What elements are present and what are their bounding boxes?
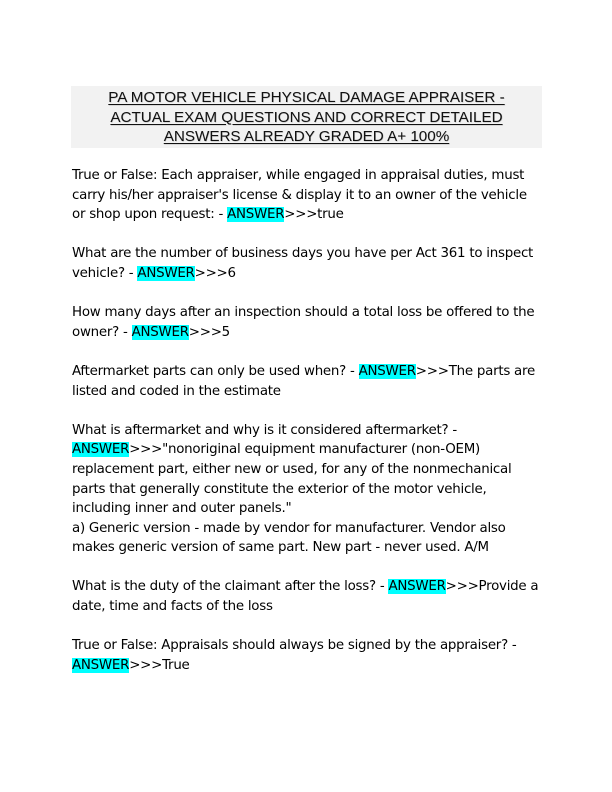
question-text: vehicle? -: [72, 265, 138, 281]
qa-item: [72, 636, 547, 675]
qa-item: [72, 303, 547, 342]
document-title: [71, 86, 542, 148]
answer-label: ANSWER: [227, 207, 285, 223]
question-text: What is aftermarket and why is it considered aftermarket? -: [72, 422, 457, 438]
question-text: How many days after an inspection should a total loss be offered to the: [72, 305, 535, 321]
answer-label: ANSWER: [388, 579, 446, 595]
question-text: or shop upon request: -: [72, 207, 228, 223]
question-answer-line: [72, 440, 547, 460]
answer-text: >>>6: [194, 265, 236, 281]
answer-text: >>>True: [129, 657, 190, 673]
title-line-3: ANSWERS ALREADY GRADED A+ 100%: [163, 128, 450, 145]
qa-item: [72, 577, 547, 616]
question-answer-line: [72, 264, 547, 284]
answer-label: ANSWER: [72, 657, 130, 673]
answer-text: >>>5: [188, 324, 230, 340]
answer-label: ANSWER: [72, 442, 130, 458]
question-answer-line: [72, 656, 547, 676]
question-answer-line: [72, 362, 547, 382]
question-text: carry his/her appraiser's license & display it to an owner of the vehicle: [72, 187, 527, 203]
answer-text: a) Generic version - made by vendor for manufacturer. Vendor also: [72, 520, 506, 536]
answer-text: parts that generally constitute the exterior of the motor vehicle,: [72, 481, 487, 497]
question-text: True or False: Appraisals should always be signed by the appraiser? -: [72, 638, 517, 654]
question-answer-line: [72, 577, 547, 597]
qa-item: [72, 421, 547, 558]
question-answer-line: [72, 323, 547, 343]
qa-item: [72, 166, 547, 225]
answer-text: date, time and facts of the loss: [72, 599, 273, 615]
question-text: True or False: Each appraiser, while engaged in appraisal duties, must: [72, 168, 525, 183]
answer-text: >>>true: [284, 207, 344, 223]
qa-item: [72, 244, 547, 283]
title-line-2: ACTUAL EXAM QUESTIONS AND CORRECT DETAILED: [110, 108, 503, 126]
qa-list: [72, 166, 547, 695]
qa-item: [72, 362, 547, 401]
question-text: Aftermarket parts can only be used when? -: [72, 363, 359, 379]
answer-text: replacement part, either new or used, for any of the nonmechanical: [72, 461, 512, 477]
answer-text: listed and coded in the estimate: [72, 383, 281, 399]
answer-label: ANSWER: [131, 324, 189, 340]
question-text: What is the duty of the claimant after the loss? -: [72, 579, 389, 595]
answer-text: including inner and outer panels.": [72, 501, 292, 517]
question-answer-line: [72, 205, 547, 225]
question-text: What are the number of business days you have per Act 361 to inspect: [72, 246, 534, 262]
answer-text: >>>The parts are: [415, 363, 535, 379]
answer-label: ANSWER: [137, 265, 195, 281]
answer-text: >>>"nonoriginal equipment manufacturer (non-OEM): [129, 442, 481, 458]
question-text: owner? -: [72, 324, 132, 340]
answer-text: makes generic version of same part. New part - never used. A/M: [72, 540, 489, 556]
answer-text: >>>Provide a: [445, 579, 539, 595]
title-line-1: PA MOTOR VEHICLE PHYSICAL DAMAGE APPRAISER -: [108, 89, 505, 106]
answer-label: ANSWER: [358, 363, 416, 379]
